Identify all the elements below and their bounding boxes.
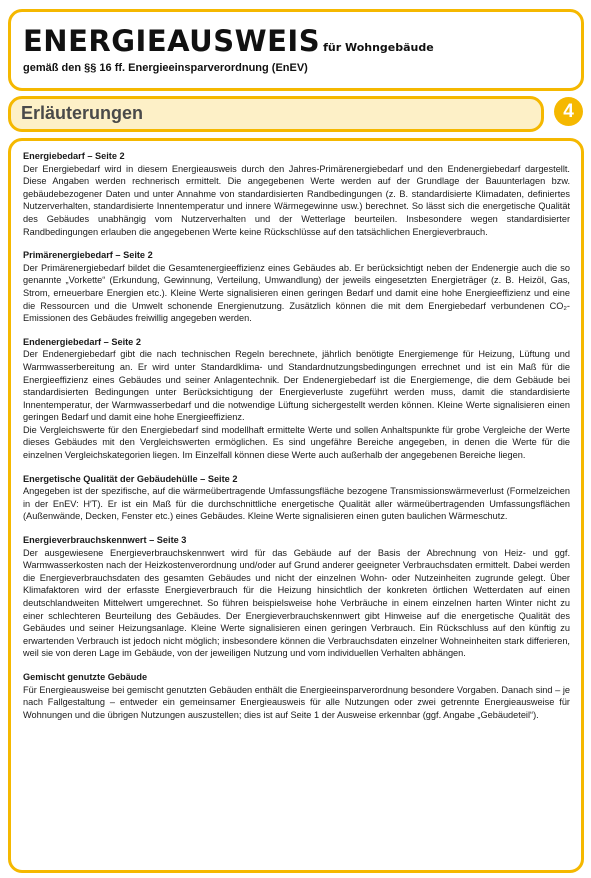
section-heading: Gemischt genutzte Gebäude xyxy=(23,671,148,682)
header-box xyxy=(8,9,584,91)
explanation-section xyxy=(23,150,570,238)
section-heading: Primärenergiebedarf – Seite 2 xyxy=(23,250,153,261)
explanation-section xyxy=(23,473,570,523)
section-heading: Energieverbrauchskennwert – Seite 3 xyxy=(23,535,187,546)
section-body xyxy=(23,348,570,461)
explanations-content xyxy=(23,150,570,732)
section-paragraph: Der Primärenergiebedarf bildet die Gesamtenergieeffizienz eines Gebäudes ab. Er berücksichtigt neben der Endenergie auch die so genannte „Vorkette“ (Erkundung, Gewinnung, Verteilung, Umwandlung) der jeweils eingesetzten Energieträger (z. B. Heizöl, Gas, Strom, erneuerbare Energien etc.). Kleine Werte signalisieren einen geringen Bedarf und damit eine hohe Energieeffizienz und eine die Ressourcen und die Umwelt schonende Energienutzung. Zusätzlich können die mit dem Energiebedarf verbundenen CO₂-Emissionen des Gebäudes freiwillig angegeben werden. xyxy=(23,262,570,324)
section-paragraph: Die Vergleichswerte für den Energiebedarf sind modellhaft ermittelte Werte und sollen Anhaltspunkte für grobe Vergleiche der Werte dieses Gebäudes mit den Vergleichswerten ermöglichen. Es sind ungefähre Bereiche angegeben, in denen die Werte für die einzelnen Vergleichskategorien liegen. Im Einzelfall können diese Werte auch außerhalb der angegebenen Bereiche liegen. xyxy=(23,424,570,461)
section-body xyxy=(23,163,570,239)
section-body xyxy=(23,485,570,523)
section-heading: Endenergiebedarf – Seite 2 xyxy=(23,336,141,347)
title-suffix: für Wohngebäude xyxy=(323,41,434,54)
section-heading: Energiebedarf – Seite 2 xyxy=(23,151,125,161)
section-paragraph: Angegeben ist der spezifische, auf die wärmeübertragende Umfassungsfläche bezogene Transmissionswärmeverlust (Formelzeichen in der EnEV: H′T). Er ist ein Maß für die durchschnittliche energetische Qualität aller wärmeübertragenden Umfassungsflächen (Außenwände, Decken, Fenster etc.) eines Gebäudes. Kleine Werte signalisieren einen guten baulichen Wärmeschutz. xyxy=(23,486,570,522)
content-box xyxy=(8,138,584,873)
section-paragraph: Für Energieausweise bei gemischt genutzten Gebäuden enthält die Energieeinsparverordnung besondere Vorgaben. Danach sind – je nach Fallgestaltung – entweder ein gemeinsamer Energieausweis für alle Nutzungen oder zwei getrennte Energieausweise für Wohnungen und die übrigen Nutzungen auszustellen; dies ist auf Seite 1 der Ausweise erkennbar (ggf. Angabe „Gebäudeteil“). xyxy=(23,684,570,720)
explanation-section xyxy=(23,249,570,325)
section-title: Erläuterungen xyxy=(21,103,144,123)
section-paragraph: Der Energiebedarf wird in diesem Energieausweis durch den Jahres-Primärenergiebedarf und den Endenergiebedarf dargestellt. Diese Angaben werden rechnerisch ermittelt. Die angegebenen Werte werden auf der Grundlage der Bauunterlagen bzw. gebäudebezogener Daten und unter Annahme von standardisierten Randbedingungen (z. B. standardisierte Klimadaten, definiertes Nutzerverhalten, standardisierte Innentemperatur und innere Wärmegewinne usw.) berechnet. So lässt sich die energetische Qualität des Gebäudes unabhängig vom Nutzerverhalten und der Wetterlage beurteilen. Insbesondere wegen standardisierter Randbedingungen erlauben die angegebenen Werte keine Rückschlüsse auf den tatsächlichen Energieverbrauch. xyxy=(23,163,570,237)
explanation-section xyxy=(23,671,570,721)
section-body xyxy=(23,547,570,660)
explanation-section xyxy=(23,534,570,660)
section-paragraph: Der Endenergiebedarf gibt die nach technischen Regeln berechnete, jährlich benötigte Energiemenge für Heizung, Lüftung und Warmwasserbereitung an. Er wird unter Standardklima- und Standardnutzungsbedingungen errechnet und ist ein Maß für die Energieeffizienz eines Gebäudes und seiner Anlagentechnik. Der Endenergiebedarf ist die Energiemenge, die dem Gebäude bei standardisierten Bedingungen unter Berücksichtigung der Energieverluste zugeführt werden muss, damit die standardisierte Innentemperatur, der Warmwasserbedarf und die notwendige Lüftung sichergestellt werden können. Kleine Werte signalisieren einen geringen Bedarf und damit eine hohe Energieeffizienz. xyxy=(23,349,570,423)
page-number-badge: 4 xyxy=(554,97,583,126)
section-body xyxy=(23,262,570,325)
section-heading: Energetische Qualität der Gebäudehülle – Seite 2 xyxy=(23,473,238,484)
section-paragraph: Der ausgewiesene Energieverbrauchskennwert wird für das Gebäude auf der Basis der Abrechnung von Heiz- und ggf. Warmwasserkosten nach der Heizkostenverordnung und/oder auf Grund anderer geeigneter Verbrauchsdaten ermittelt. Dabei werden die Energieverbrauchsdaten des gesamten Gebäudes und nicht der einzelnen Wohn- oder Nutzeinheiten zugrunde gelegt. Über Klimafaktoren wird der erfasste Energieverbrauch für die Heizung hinsichtlich der konkreten örtlichen Wetterdaten auf einen deutschlandweiten Mittelwert umgerechnet. So führen beispielsweise hohe Verbräuche in einem einzelnen harten Winter nicht zu einer schlechteren Beurteilung des Gebäudes. Der Energieverbrauchskennwert gibt Hinweise auf die energetische Qualität des Gebäudes und seiner Heizungsanlage. Kleine Werte signalisieren einen geringen Verbrauch. Ein Rückschluss auf den künftig zu erwartenden Verbrauch ist jedoch nicht möglich; insbesondere können die Verbrauchsdaten einzelner Wohneinheiten stark differieren, weil sie von deren Lage im Gebäude, von der jeweiligen Nutzung und vom individuellen Verhalten abhängen. xyxy=(23,547,570,659)
document-title xyxy=(23,26,434,63)
section-body xyxy=(23,684,570,722)
document-subtitle: gemäß den §§ 16 ff. Energieeinsparverordnung (EnEV) xyxy=(23,62,308,74)
explanation-section xyxy=(23,336,570,462)
title-text: ENERGIEAUSWEIS xyxy=(23,24,321,58)
section-header xyxy=(8,96,544,132)
